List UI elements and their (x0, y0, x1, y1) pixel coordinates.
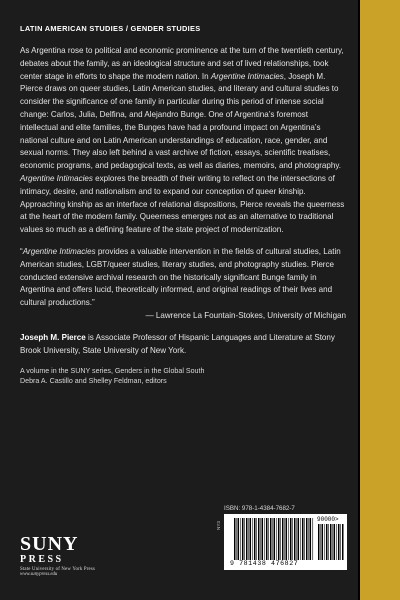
book-description (20, 45, 348, 237)
endorsement-quote (20, 246, 348, 310)
barcode (224, 514, 347, 570)
publisher-url: www.sunypress.edu (20, 572, 58, 577)
text-segment: As Argentina rose to political and economic prominence at the turn of the twentieth century, debates about the family, as an ideological structure and set of lived relationships, took center stage in efforts to shape the modern nation. In (20, 46, 344, 81)
text-segment: “ (20, 246, 23, 256)
subject-category: LATIN AMERICAN STUDIES / GENDER STUDIES (20, 24, 201, 33)
barcode-number: 9 781438 476827 (230, 560, 299, 567)
author-name: Joseph M. Pierce (20, 332, 86, 342)
series-title: A volume in the SUNY series, Genders in the Global South (20, 367, 205, 376)
series-info (20, 366, 348, 386)
isbn-label: ISBN: 978-1-4384-7682-7 (224, 505, 295, 512)
vertical-code: NY3 (216, 521, 221, 530)
publisher-logo (20, 535, 150, 577)
book-title-italic: Argentine Intimacies (20, 173, 93, 183)
text-segment: , Joseph M. Pierce draws on queer studies, Latin American studies, and literary and cultural studies to consider the significance of one family in particular during this period of intense social change: Carlos, Julia, Delfina, and Alejandro Bunge. One of Argentina’s foremost intellectual and elite families, the Bunges have had a profound impact on Argentina’s national culture and on Latin American understandings of education, race, gender, and sexual norms. They also left behind a vast archive of fiction, essays, scientific treatises, economic programs, and pedagogical texts, as well as diaries, memoirs, and photography. (20, 71, 341, 171)
press-logo-text: PRESS (20, 554, 64, 565)
back-cover-text (20, 24, 348, 386)
publisher-name: State University of New York Press (20, 567, 96, 572)
author-bio (20, 332, 348, 358)
barcode-addon-bars-icon (318, 524, 344, 560)
author-bio-text: is Associate Professor of Hispanic Languages and Literature at Stony Brook University, State University of New York. (20, 332, 335, 355)
book-title-italic: Argentine Intimacies (22, 246, 96, 256)
series-editors: Debra A. Castillo and Shelley Feldman, editors (20, 377, 167, 386)
barcode-bars-icon (234, 518, 314, 560)
barcode-addon-number: 90000> (317, 516, 339, 523)
book-spine (360, 0, 400, 600)
text-segment: provides a valuable intervention in the fields of cultural studies, Latin American studies, LGBT/queer studies, literary studies, and photography studies. Pierce conducted extensive archival research on the historically significant Bunge family in Argentina and offers lucid, theoretically informed, and original readings of their lives and cultural productions.” (20, 246, 341, 308)
suny-logo-text: SUNY (20, 533, 79, 555)
text-segment: explores the breadth of their writing to reflect on the intersections of intimacy, desire, and nationalism and to expand our conception of queer kinship. Approaching kinship as an interface of relational dispositions, Pierce reveals the queerness at the heart of the modern family. Queerness emerges not as an alternative to traditional values so much as a defining feature of the state project of modernization. (20, 173, 345, 235)
endorsement-source: — Lawrence La Fountain-Stokes, University of Michigan (145, 310, 346, 320)
book-title-italic: Argentine Intimacies (210, 71, 284, 81)
